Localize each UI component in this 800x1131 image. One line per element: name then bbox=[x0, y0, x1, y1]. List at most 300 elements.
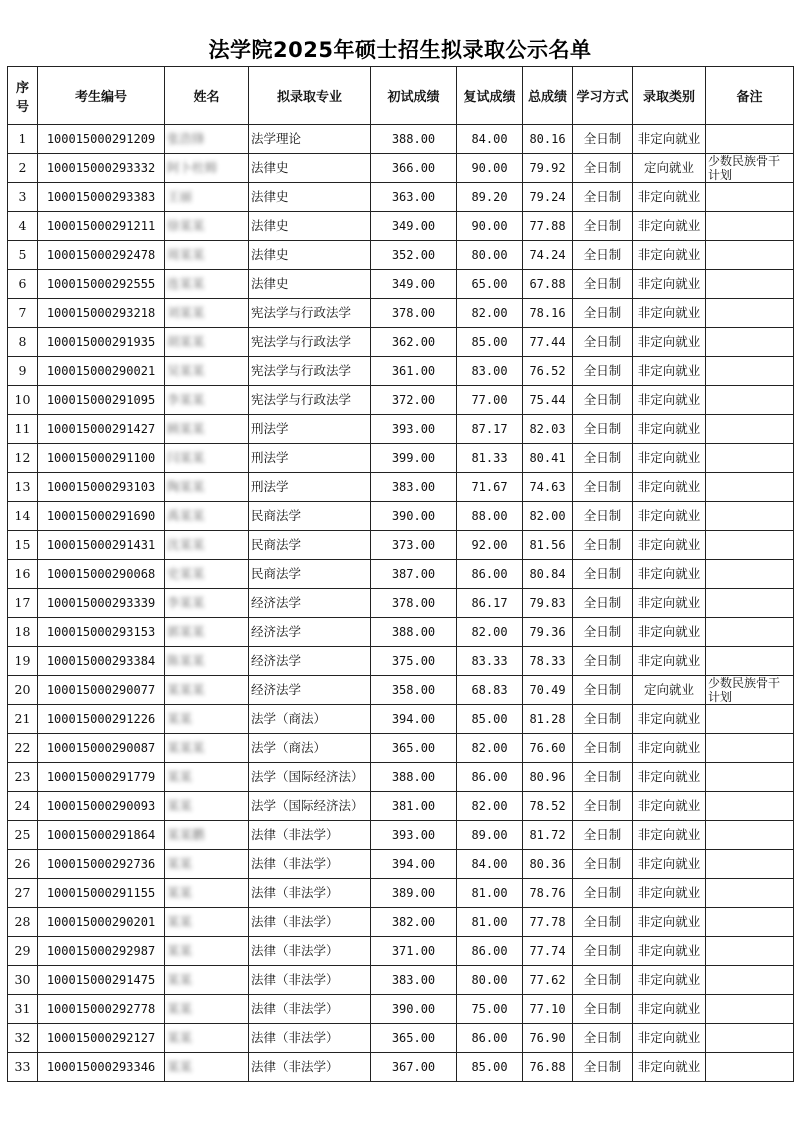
cell-name bbox=[165, 589, 249, 618]
cell-name bbox=[165, 473, 249, 502]
cell-no: 11 bbox=[8, 415, 38, 444]
cell-retest-score: 86.00 bbox=[457, 763, 523, 792]
cell-study-mode: 全日制 bbox=[573, 357, 633, 386]
cell-remarks bbox=[706, 995, 794, 1024]
cell-retest-score: 85.00 bbox=[457, 1053, 523, 1082]
cell-no: 24 bbox=[8, 792, 38, 821]
cell-name bbox=[165, 386, 249, 415]
cell-total-score: 77.78 bbox=[523, 908, 573, 937]
cell-remarks bbox=[706, 183, 794, 212]
cell-initial-score: 371.00 bbox=[371, 937, 457, 966]
cell-admission-category: 非定向就业 bbox=[633, 763, 706, 792]
cell-major: 法律（非法学） bbox=[249, 850, 371, 879]
cell-admission-category: 定向就业 bbox=[633, 676, 706, 705]
redacted-name: 某某 bbox=[167, 769, 193, 784]
cell-remarks bbox=[706, 299, 794, 328]
cell-initial-score: 375.00 bbox=[371, 647, 457, 676]
cell-remarks bbox=[706, 589, 794, 618]
cell-name bbox=[165, 299, 249, 328]
cell-no: 12 bbox=[8, 444, 38, 473]
cell-no: 4 bbox=[8, 212, 38, 241]
cell-candidate-id: 100015000293383 bbox=[38, 183, 165, 212]
page-title: 法学院2025年硕士招生拟录取公示名单 bbox=[208, 38, 592, 62]
cell-study-mode: 全日制 bbox=[573, 212, 633, 241]
cell-admission-category: 非定向就业 bbox=[633, 792, 706, 821]
redacted-name: 闫某某 bbox=[167, 450, 205, 465]
header-retest-score: 复试成绩 bbox=[457, 67, 523, 125]
cell-retest-score: 85.00 bbox=[457, 328, 523, 357]
cell-retest-score: 90.00 bbox=[457, 154, 523, 183]
table-row bbox=[8, 908, 794, 937]
cell-candidate-id: 100015000292127 bbox=[38, 1024, 165, 1053]
cell-no: 2 bbox=[8, 154, 38, 183]
cell-retest-score: 65.00 bbox=[457, 270, 523, 299]
cell-retest-score: 89.20 bbox=[457, 183, 523, 212]
cell-remarks bbox=[706, 821, 794, 850]
cell-major: 法律（非法学） bbox=[249, 966, 371, 995]
cell-major: 宪法学与行政法学 bbox=[249, 357, 371, 386]
cell-study-mode: 全日制 bbox=[573, 763, 633, 792]
cell-retest-score: 77.00 bbox=[457, 386, 523, 415]
cell-retest-score: 86.00 bbox=[457, 937, 523, 966]
cell-remarks bbox=[706, 125, 794, 154]
cell-remarks bbox=[706, 357, 794, 386]
table-row bbox=[8, 879, 794, 908]
cell-admission-category: 非定向就业 bbox=[633, 531, 706, 560]
cell-initial-score: 365.00 bbox=[371, 1024, 457, 1053]
cell-retest-score: 90.00 bbox=[457, 212, 523, 241]
cell-retest-score: 86.00 bbox=[457, 1024, 523, 1053]
cell-remarks bbox=[706, 270, 794, 299]
cell-no: 22 bbox=[8, 734, 38, 763]
cell-total-score: 76.52 bbox=[523, 357, 573, 386]
cell-remarks bbox=[706, 966, 794, 995]
cell-remarks bbox=[706, 1024, 794, 1053]
cell-retest-score: 89.00 bbox=[457, 821, 523, 850]
cell-remarks bbox=[706, 937, 794, 966]
cell-no: 5 bbox=[8, 241, 38, 270]
cell-admission-category: 非定向就业 bbox=[633, 212, 706, 241]
cell-initial-score: 388.00 bbox=[371, 763, 457, 792]
redacted-name: 顾某某 bbox=[167, 421, 205, 436]
redacted-name: 陶某某 bbox=[167, 479, 205, 494]
redacted-name: 李某某 bbox=[167, 392, 205, 407]
cell-study-mode: 全日制 bbox=[573, 618, 633, 647]
redacted-name: 阿卜杜姆 bbox=[167, 160, 218, 175]
table-row bbox=[8, 937, 794, 966]
cell-major: 法律（非法学） bbox=[249, 937, 371, 966]
cell-candidate-id: 100015000293346 bbox=[38, 1053, 165, 1082]
cell-total-score: 78.33 bbox=[523, 647, 573, 676]
cell-major: 法律史 bbox=[249, 270, 371, 299]
cell-name bbox=[165, 966, 249, 995]
cell-total-score: 74.24 bbox=[523, 241, 573, 270]
redacted-name: 周某某 bbox=[167, 247, 205, 262]
cell-remarks bbox=[706, 328, 794, 357]
cell-no: 15 bbox=[8, 531, 38, 560]
table-row bbox=[8, 966, 794, 995]
table-row bbox=[8, 589, 794, 618]
cell-name bbox=[165, 995, 249, 1024]
cell-major: 法律（非法学） bbox=[249, 1053, 371, 1082]
cell-candidate-id: 100015000291475 bbox=[38, 966, 165, 995]
cell-no: 27 bbox=[8, 879, 38, 908]
redacted-name: 某某鹏 bbox=[167, 827, 205, 842]
table-row bbox=[8, 183, 794, 212]
table-row bbox=[8, 618, 794, 647]
cell-remarks bbox=[706, 415, 794, 444]
cell-initial-score: 389.00 bbox=[371, 879, 457, 908]
cell-no: 19 bbox=[8, 647, 38, 676]
redacted-name: 连某某 bbox=[167, 276, 205, 291]
cell-study-mode: 全日制 bbox=[573, 647, 633, 676]
cell-study-mode: 全日制 bbox=[573, 560, 633, 589]
cell-retest-score: 80.00 bbox=[457, 241, 523, 270]
cell-candidate-id: 100015000291431 bbox=[38, 531, 165, 560]
cell-no: 28 bbox=[8, 908, 38, 937]
cell-retest-score: 82.00 bbox=[457, 734, 523, 763]
cell-major: 刑法学 bbox=[249, 415, 371, 444]
cell-major: 法律（非法学） bbox=[249, 879, 371, 908]
cell-major: 经济法学 bbox=[249, 647, 371, 676]
redacted-name: 郭某某 bbox=[167, 624, 205, 639]
table-row bbox=[8, 502, 794, 531]
cell-retest-score: 81.33 bbox=[457, 444, 523, 473]
cell-study-mode: 全日制 bbox=[573, 299, 633, 328]
cell-admission-category: 非定向就业 bbox=[633, 937, 706, 966]
cell-admission-category: 非定向就业 bbox=[633, 473, 706, 502]
cell-admission-category: 非定向就业 bbox=[633, 821, 706, 850]
cell-no: 21 bbox=[8, 705, 38, 734]
cell-total-score: 82.00 bbox=[523, 502, 573, 531]
table-row bbox=[8, 154, 794, 183]
cell-no: 14 bbox=[8, 502, 38, 531]
cell-no: 8 bbox=[8, 328, 38, 357]
cell-remarks bbox=[706, 386, 794, 415]
cell-total-score: 75.44 bbox=[523, 386, 573, 415]
cell-candidate-id: 100015000291211 bbox=[38, 212, 165, 241]
table-row bbox=[8, 734, 794, 763]
cell-name bbox=[165, 879, 249, 908]
cell-total-score: 76.90 bbox=[523, 1024, 573, 1053]
cell-remarks bbox=[706, 908, 794, 937]
cell-admission-category: 非定向就业 bbox=[633, 879, 706, 908]
cell-remarks bbox=[706, 473, 794, 502]
cell-total-score: 76.60 bbox=[523, 734, 573, 763]
cell-retest-score: 87.17 bbox=[457, 415, 523, 444]
cell-major: 法律史 bbox=[249, 154, 371, 183]
redacted-name: 某某某 bbox=[167, 682, 205, 697]
cell-admission-category: 非定向就业 bbox=[633, 1024, 706, 1053]
cell-candidate-id: 100015000291155 bbox=[38, 879, 165, 908]
cell-total-score: 79.24 bbox=[523, 183, 573, 212]
cell-total-score: 74.63 bbox=[523, 473, 573, 502]
table-row bbox=[8, 792, 794, 821]
cell-admission-category: 非定向就业 bbox=[633, 270, 706, 299]
cell-remarks bbox=[706, 212, 794, 241]
cell-remarks bbox=[706, 531, 794, 560]
cell-study-mode: 全日制 bbox=[573, 995, 633, 1024]
cell-no: 18 bbox=[8, 618, 38, 647]
redacted-name: 某某某 bbox=[167, 740, 205, 755]
cell-study-mode: 全日制 bbox=[573, 937, 633, 966]
cell-study-mode: 全日制 bbox=[573, 734, 633, 763]
redacted-name: 沈某某 bbox=[167, 537, 205, 552]
cell-retest-score: 84.00 bbox=[457, 125, 523, 154]
cell-remarks bbox=[706, 444, 794, 473]
cell-remarks: 少数民族骨干计划 bbox=[706, 676, 794, 705]
table-row bbox=[8, 299, 794, 328]
header-initial-score: 初试成绩 bbox=[371, 67, 457, 125]
cell-no: 6 bbox=[8, 270, 38, 299]
cell-name bbox=[165, 154, 249, 183]
cell-retest-score: 82.00 bbox=[457, 792, 523, 821]
cell-name bbox=[165, 850, 249, 879]
cell-admission-category: 非定向就业 bbox=[633, 357, 706, 386]
cell-study-mode: 全日制 bbox=[573, 183, 633, 212]
cell-candidate-id: 100015000293339 bbox=[38, 589, 165, 618]
cell-name bbox=[165, 270, 249, 299]
cell-initial-score: 383.00 bbox=[371, 473, 457, 502]
cell-major: 法律史 bbox=[249, 183, 371, 212]
cell-candidate-id: 100015000291226 bbox=[38, 705, 165, 734]
cell-total-score: 80.84 bbox=[523, 560, 573, 589]
cell-retest-score: 84.00 bbox=[457, 850, 523, 879]
cell-remarks bbox=[706, 792, 794, 821]
cell-study-mode: 全日制 bbox=[573, 415, 633, 444]
redacted-name: 某某 bbox=[167, 711, 193, 726]
cell-admission-category: 非定向就业 bbox=[633, 183, 706, 212]
cell-study-mode: 全日制 bbox=[573, 444, 633, 473]
cell-major: 法律史 bbox=[249, 212, 371, 241]
cell-no: 33 bbox=[8, 1053, 38, 1082]
cell-major: 法学（国际经济法） bbox=[249, 763, 371, 792]
cell-name bbox=[165, 821, 249, 850]
table-row bbox=[8, 531, 794, 560]
table-row bbox=[8, 1053, 794, 1082]
cell-name bbox=[165, 560, 249, 589]
cell-candidate-id: 100015000293384 bbox=[38, 647, 165, 676]
redacted-name: 某某 bbox=[167, 798, 193, 813]
table-row bbox=[8, 560, 794, 589]
cell-retest-score: 68.83 bbox=[457, 676, 523, 705]
cell-study-mode: 全日制 bbox=[573, 705, 633, 734]
cell-no: 3 bbox=[8, 183, 38, 212]
cell-name bbox=[165, 502, 249, 531]
cell-candidate-id: 100015000291935 bbox=[38, 328, 165, 357]
cell-candidate-id: 100015000293153 bbox=[38, 618, 165, 647]
cell-candidate-id: 100015000293218 bbox=[38, 299, 165, 328]
cell-total-score: 77.88 bbox=[523, 212, 573, 241]
redacted-name: 李某某 bbox=[167, 595, 205, 610]
cell-candidate-id: 100015000290068 bbox=[38, 560, 165, 589]
cell-name bbox=[165, 1053, 249, 1082]
cell-name bbox=[165, 618, 249, 647]
cell-study-mode: 全日制 bbox=[573, 270, 633, 299]
cell-total-score: 80.96 bbox=[523, 763, 573, 792]
cell-total-score: 80.41 bbox=[523, 444, 573, 473]
cell-candidate-id: 100015000290087 bbox=[38, 734, 165, 763]
cell-major: 法学（国际经济法） bbox=[249, 792, 371, 821]
cell-major: 宪法学与行政法学 bbox=[249, 328, 371, 357]
cell-retest-score: 75.00 bbox=[457, 995, 523, 1024]
cell-candidate-id: 100015000291779 bbox=[38, 763, 165, 792]
cell-study-mode: 全日制 bbox=[573, 908, 633, 937]
cell-major: 刑法学 bbox=[249, 444, 371, 473]
cell-admission-category: 非定向就业 bbox=[633, 734, 706, 763]
cell-name bbox=[165, 125, 249, 154]
cell-total-score: 77.44 bbox=[523, 328, 573, 357]
cell-total-score: 80.36 bbox=[523, 850, 573, 879]
cell-name bbox=[165, 705, 249, 734]
cell-study-mode: 全日制 bbox=[573, 792, 633, 821]
cell-study-mode: 全日制 bbox=[573, 531, 633, 560]
cell-initial-score: 381.00 bbox=[371, 792, 457, 821]
cell-initial-score: 388.00 bbox=[371, 125, 457, 154]
cell-total-score: 82.03 bbox=[523, 415, 573, 444]
redacted-name: 某某 bbox=[167, 1001, 193, 1016]
cell-admission-category: 非定向就业 bbox=[633, 908, 706, 937]
cell-total-score: 79.36 bbox=[523, 618, 573, 647]
cell-initial-score: 372.00 bbox=[371, 386, 457, 415]
cell-study-mode: 全日制 bbox=[573, 154, 633, 183]
cell-no: 7 bbox=[8, 299, 38, 328]
cell-initial-score: 393.00 bbox=[371, 821, 457, 850]
cell-name bbox=[165, 241, 249, 270]
redacted-name: 某某 bbox=[167, 1030, 193, 1045]
cell-study-mode: 全日制 bbox=[573, 879, 633, 908]
cell-study-mode: 全日制 bbox=[573, 1024, 633, 1053]
table-body bbox=[8, 125, 794, 1082]
cell-study-mode: 全日制 bbox=[573, 328, 633, 357]
cell-admission-category: 非定向就业 bbox=[633, 589, 706, 618]
redacted-name: 吴某某 bbox=[167, 363, 205, 378]
cell-admission-category: 非定向就业 bbox=[633, 241, 706, 270]
cell-no: 30 bbox=[8, 966, 38, 995]
cell-initial-score: 390.00 bbox=[371, 502, 457, 531]
cell-study-mode: 全日制 bbox=[573, 850, 633, 879]
cell-admission-category: 非定向就业 bbox=[633, 966, 706, 995]
cell-total-score: 70.49 bbox=[523, 676, 573, 705]
cell-name bbox=[165, 183, 249, 212]
cell-no: 13 bbox=[8, 473, 38, 502]
cell-candidate-id: 100015000293332 bbox=[38, 154, 165, 183]
cell-admission-category: 非定向就业 bbox=[633, 850, 706, 879]
cell-total-score: 80.16 bbox=[523, 125, 573, 154]
table-row bbox=[8, 821, 794, 850]
cell-total-score: 78.52 bbox=[523, 792, 573, 821]
cell-remarks bbox=[706, 705, 794, 734]
cell-remarks bbox=[706, 734, 794, 763]
cell-initial-score: 388.00 bbox=[371, 618, 457, 647]
header-candidate-id: 考生编号 bbox=[38, 67, 165, 125]
cell-initial-score: 367.00 bbox=[371, 1053, 457, 1082]
cell-major: 民商法学 bbox=[249, 531, 371, 560]
cell-major: 经济法学 bbox=[249, 618, 371, 647]
cell-total-score: 77.10 bbox=[523, 995, 573, 1024]
cell-total-score: 76.88 bbox=[523, 1053, 573, 1082]
redacted-name: 刘某某 bbox=[167, 305, 205, 320]
header-total-score: 总成绩 bbox=[523, 67, 573, 125]
cell-admission-category: 非定向就业 bbox=[633, 386, 706, 415]
cell-retest-score: 86.17 bbox=[457, 589, 523, 618]
cell-candidate-id: 100015000292736 bbox=[38, 850, 165, 879]
cell-candidate-id: 100015000292555 bbox=[38, 270, 165, 299]
cell-no: 31 bbox=[8, 995, 38, 1024]
cell-name bbox=[165, 908, 249, 937]
cell-admission-category: 非定向就业 bbox=[633, 502, 706, 531]
cell-study-mode: 全日制 bbox=[573, 589, 633, 618]
cell-candidate-id: 100015000290093 bbox=[38, 792, 165, 821]
cell-initial-score: 365.00 bbox=[371, 734, 457, 763]
cell-admission-category: 非定向就业 bbox=[633, 618, 706, 647]
cell-study-mode: 全日制 bbox=[573, 821, 633, 850]
cell-initial-score: 362.00 bbox=[371, 328, 457, 357]
cell-remarks bbox=[706, 879, 794, 908]
redacted-name: 某某 bbox=[167, 914, 193, 929]
cell-initial-score: 394.00 bbox=[371, 850, 457, 879]
cell-initial-score: 393.00 bbox=[371, 415, 457, 444]
cell-no: 32 bbox=[8, 1024, 38, 1053]
cell-initial-score: 358.00 bbox=[371, 676, 457, 705]
cell-initial-score: 363.00 bbox=[371, 183, 457, 212]
cell-total-score: 78.16 bbox=[523, 299, 573, 328]
cell-candidate-id: 100015000290021 bbox=[38, 357, 165, 386]
cell-name bbox=[165, 444, 249, 473]
cell-candidate-id: 100015000291427 bbox=[38, 415, 165, 444]
cell-admission-category: 非定向就业 bbox=[633, 560, 706, 589]
table-row bbox=[8, 1024, 794, 1053]
cell-name bbox=[165, 792, 249, 821]
cell-name bbox=[165, 531, 249, 560]
cell-major: 民商法学 bbox=[249, 502, 371, 531]
cell-major: 法律（非法学） bbox=[249, 1024, 371, 1053]
cell-retest-score: 85.00 bbox=[457, 705, 523, 734]
table-row bbox=[8, 676, 794, 705]
cell-retest-score: 71.67 bbox=[457, 473, 523, 502]
cell-initial-score: 366.00 bbox=[371, 154, 457, 183]
redacted-name: 史某某 bbox=[167, 566, 205, 581]
cell-candidate-id: 100015000292987 bbox=[38, 937, 165, 966]
table-row bbox=[8, 763, 794, 792]
cell-major: 经济法学 bbox=[249, 589, 371, 618]
table-row bbox=[8, 357, 794, 386]
cell-admission-category: 非定向就业 bbox=[633, 995, 706, 1024]
table-row bbox=[8, 270, 794, 299]
cell-retest-score: 92.00 bbox=[457, 531, 523, 560]
table-row bbox=[8, 850, 794, 879]
cell-no: 9 bbox=[8, 357, 38, 386]
cell-initial-score: 349.00 bbox=[371, 270, 457, 299]
cell-admission-category: 非定向就业 bbox=[633, 647, 706, 676]
header-admission-category: 录取类别 bbox=[633, 67, 706, 125]
cell-no: 23 bbox=[8, 763, 38, 792]
cell-retest-score: 86.00 bbox=[457, 560, 523, 589]
cell-name bbox=[165, 734, 249, 763]
cell-candidate-id: 100015000291095 bbox=[38, 386, 165, 415]
cell-initial-score: 349.00 bbox=[371, 212, 457, 241]
cell-name bbox=[165, 763, 249, 792]
cell-total-score: 67.88 bbox=[523, 270, 573, 299]
cell-total-score: 77.74 bbox=[523, 937, 573, 966]
cell-major: 法学（商法） bbox=[249, 705, 371, 734]
table-row bbox=[8, 212, 794, 241]
cell-initial-score: 361.00 bbox=[371, 357, 457, 386]
cell-retest-score: 82.00 bbox=[457, 299, 523, 328]
cell-major: 法律（非法学） bbox=[249, 908, 371, 937]
cell-initial-score: 378.00 bbox=[371, 299, 457, 328]
cell-study-mode: 全日制 bbox=[573, 1053, 633, 1082]
